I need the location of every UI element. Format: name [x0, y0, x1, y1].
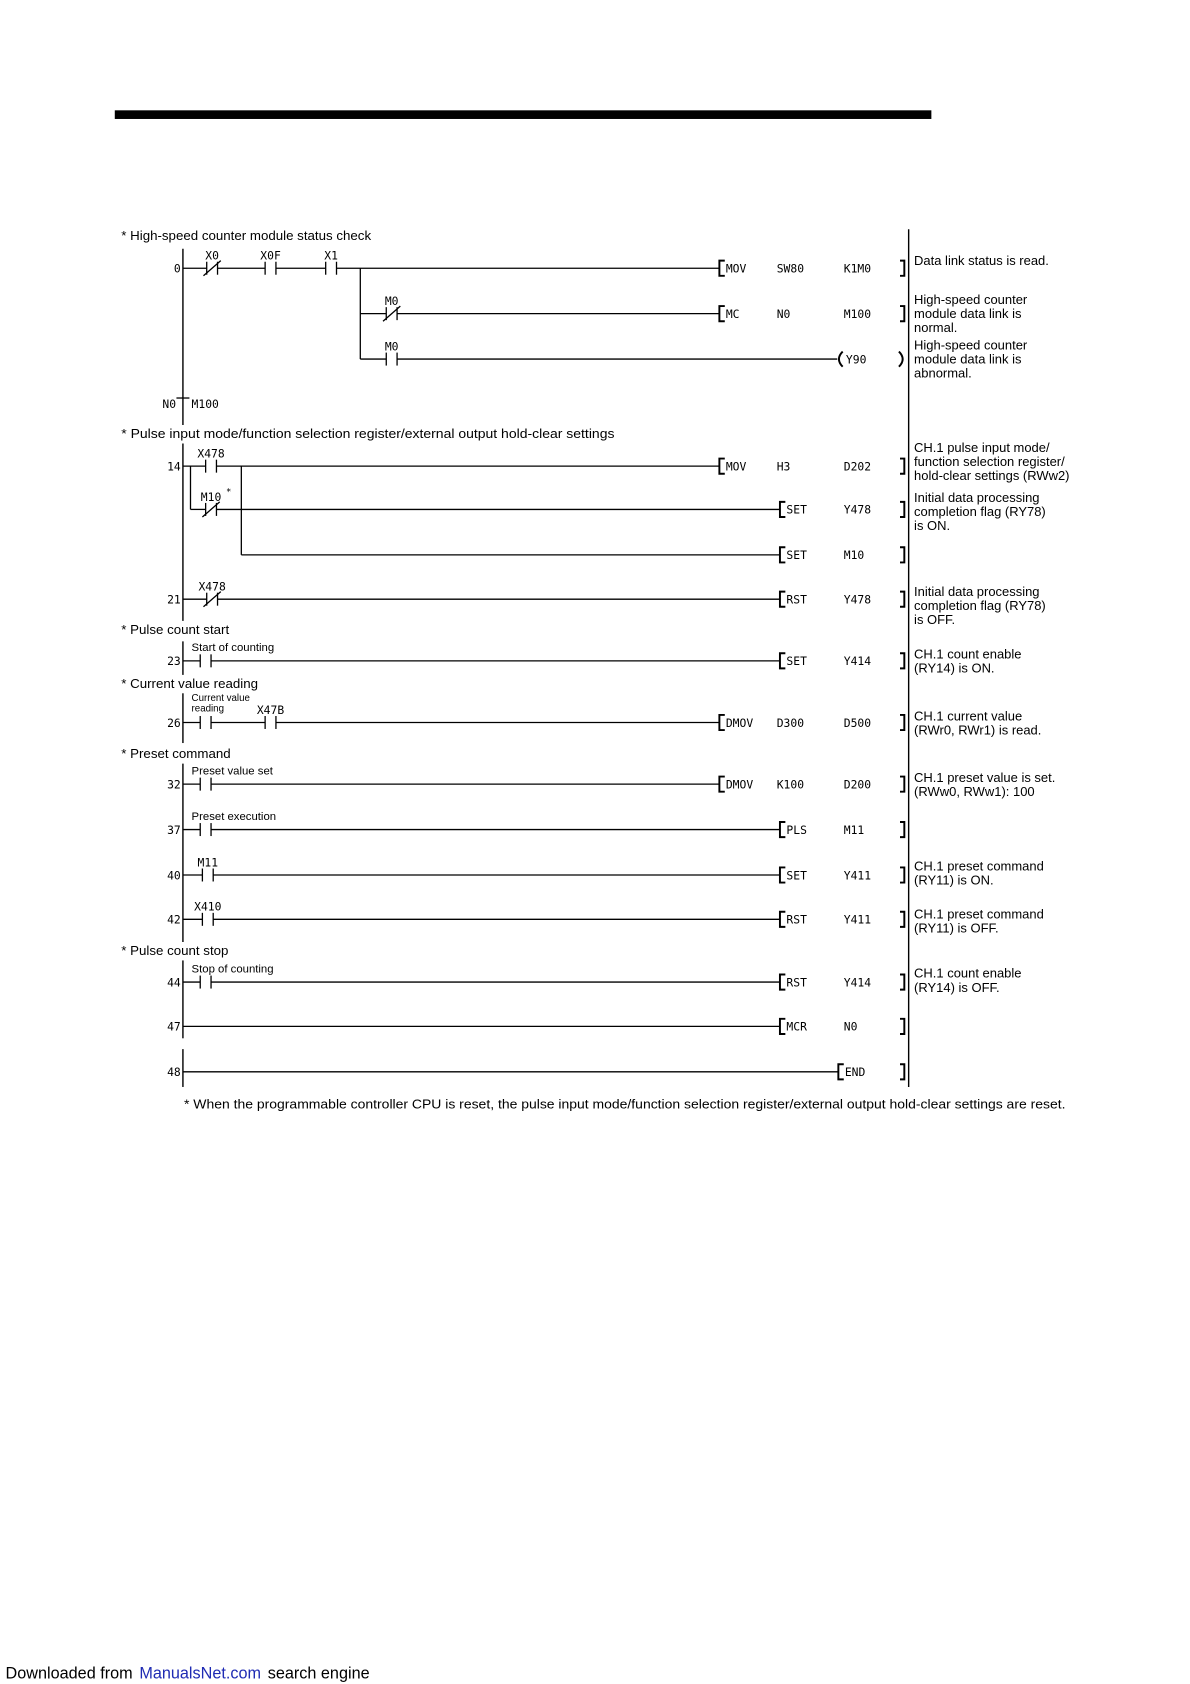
instruction-operand: Y478	[843, 502, 872, 517]
instruction-operand: Y478	[843, 592, 872, 607]
instruction-operand: N0	[776, 306, 791, 321]
step-number: 14	[167, 459, 181, 474]
device-label: M11	[197, 855, 219, 870]
instruction-op: SET	[786, 502, 807, 517]
rung-comment-line: (RWw0, RWw1): 100	[914, 784, 1035, 800]
device-label: X478	[197, 446, 225, 461]
instruction-operand: K100	[776, 777, 805, 792]
instruction-op: SET	[786, 868, 807, 883]
instruction-op: RST	[786, 975, 807, 990]
device-label: X478	[198, 579, 226, 594]
instruction-operand: M11	[843, 822, 865, 837]
section-heading: * Current value reading	[121, 675, 259, 691]
rung-comment-line: abnormal.	[914, 365, 972, 381]
device-label: M0	[384, 339, 399, 354]
device-label: X1	[324, 248, 338, 263]
rung-comment-line: completion flag (RY78)	[914, 503, 1046, 519]
rung-comment-line: Data link status is read.	[914, 252, 1049, 268]
section-heading: * Pulse count stop	[121, 943, 229, 959]
instruction-op: MOV	[725, 459, 747, 474]
instruction-operand: N0	[843, 1019, 858, 1034]
instruction-operand: D200	[843, 777, 872, 792]
rung-comment-line: (RY11) is ON.	[914, 872, 994, 888]
instruction-op: DMOV	[725, 715, 754, 730]
rung-comment-line: (RY14) is OFF.	[914, 979, 1000, 995]
rung-comment-line: Initial data processing	[914, 583, 1040, 599]
rung-comment-line: hold-clear settings (RWw2)	[914, 468, 1070, 484]
instruction-op: RST	[786, 592, 807, 607]
rung-comment-line: High-speed counter	[914, 291, 1028, 307]
device-label: X0	[205, 248, 219, 263]
contact-note: Stop of counting	[191, 963, 274, 976]
contact-note: Preset execution	[191, 810, 277, 823]
rung-comment-line: (RY14) is ON.	[914, 660, 995, 676]
diagram-footnote: * When the programmable controller CPU is reset, the pulse input mode/function selection register/external output hold-clear settings are reset.	[184, 1096, 1066, 1112]
instruction-op: DMOV	[725, 777, 754, 792]
instruction-op: PLS	[786, 822, 807, 837]
rung-comment-line: completion flag (RY78)	[914, 598, 1046, 614]
instruction-operand: M10	[843, 548, 865, 563]
device-label: X410	[194, 899, 222, 914]
instruction-operand: SW80	[776, 261, 805, 276]
mc-device-label: M100	[191, 396, 219, 411]
rung-comment-line: is ON.	[914, 517, 951, 533]
instruction-operand: D202	[843, 459, 872, 474]
step-number: 40	[167, 868, 181, 883]
rung-comment-line: is OFF.	[914, 612, 956, 628]
contact-note: reading	[191, 703, 224, 715]
coil-label: Y90	[845, 352, 867, 367]
instruction-operand: D300	[776, 715, 805, 730]
footer-source-note	[6, 1665, 370, 1683]
instruction-op: END	[844, 1065, 866, 1080]
device-label: X47B	[256, 702, 285, 717]
instruction-op: SET	[786, 548, 807, 563]
contact-note: Start of counting	[191, 642, 275, 655]
rung-comment-line: CH.1 count enable	[914, 646, 1022, 662]
section-heading: * Pulse input mode/function selection register/external output hold-clear settings	[121, 426, 615, 442]
contact-note: Current value	[191, 692, 250, 704]
step-number: 37	[167, 822, 181, 837]
rung-comment-line: CH.1 preset value is set.	[914, 769, 1056, 785]
section-heading: * Pulse count start	[121, 621, 230, 637]
rung-comment-line: (RWr0, RWr1) is read.	[914, 722, 1042, 738]
device-label: M0	[384, 294, 399, 309]
instruction-operand: Y411	[843, 868, 872, 883]
rung-comment-line: Initial data processing	[914, 489, 1040, 505]
instruction-operand: H3	[776, 459, 791, 474]
device-label: M10	[200, 489, 222, 504]
contact-note: Preset value set	[191, 765, 273, 778]
section-heading: * High-speed counter module status check	[121, 228, 372, 244]
rung-comment-line: CH.1 current value	[914, 708, 1023, 724]
footer-prefix: Downloaded from	[5, 1664, 133, 1683]
device-label: X0F	[260, 248, 281, 263]
rung-comment-line: CH.1 count enable	[914, 965, 1022, 981]
mc-nest-label: N0	[162, 396, 177, 411]
step-number: 21	[167, 592, 181, 607]
instruction-op: SET	[786, 654, 807, 669]
rung-comment-line: CH.1 preset command	[914, 858, 1044, 874]
rung-comment-line: module data link is	[914, 305, 1022, 321]
step-number: 44	[167, 975, 181, 990]
instruction-operand: Y411	[843, 912, 872, 927]
step-number: 42	[167, 912, 181, 927]
master-control-marker	[162, 397, 219, 411]
rung-comment-line: CH.1 preset command	[914, 906, 1044, 922]
header-rule	[115, 110, 932, 119]
footnote-mark: *	[226, 487, 232, 498]
step-number: 23	[167, 654, 181, 669]
step-number: 48	[167, 1065, 181, 1080]
instruction-operand: D500	[843, 715, 872, 730]
step-number: 32	[167, 777, 181, 792]
rung-comment-line: function selection register/	[914, 454, 1065, 470]
rung-comment-line: module data link is	[914, 351, 1022, 367]
step-number: 47	[167, 1019, 181, 1034]
step-number: 26	[167, 715, 181, 730]
manualsnet-link[interactable]: ManualsNet.com	[139, 1664, 262, 1683]
rung-comment-line: High-speed counter	[914, 337, 1028, 353]
rung-comment-line: (RY11) is OFF.	[914, 920, 999, 936]
section-heading: * Preset command	[121, 746, 231, 762]
instruction-operand: Y414	[843, 654, 872, 669]
instruction-operand: Y414	[843, 975, 872, 990]
footer-suffix: search engine	[267, 1664, 370, 1683]
rung-comment-line: normal.	[914, 320, 958, 336]
instruction-op: MOV	[725, 261, 747, 276]
instruction-op: MCR	[786, 1019, 807, 1034]
instruction-op: MC	[725, 306, 740, 321]
rung-comment-line: CH.1 pulse input mode/	[914, 440, 1050, 456]
instruction-op: RST	[786, 912, 807, 927]
instruction-operand: K1M0	[843, 261, 872, 276]
instruction-operand: M100	[843, 306, 872, 321]
step-number: 0	[173, 261, 181, 276]
